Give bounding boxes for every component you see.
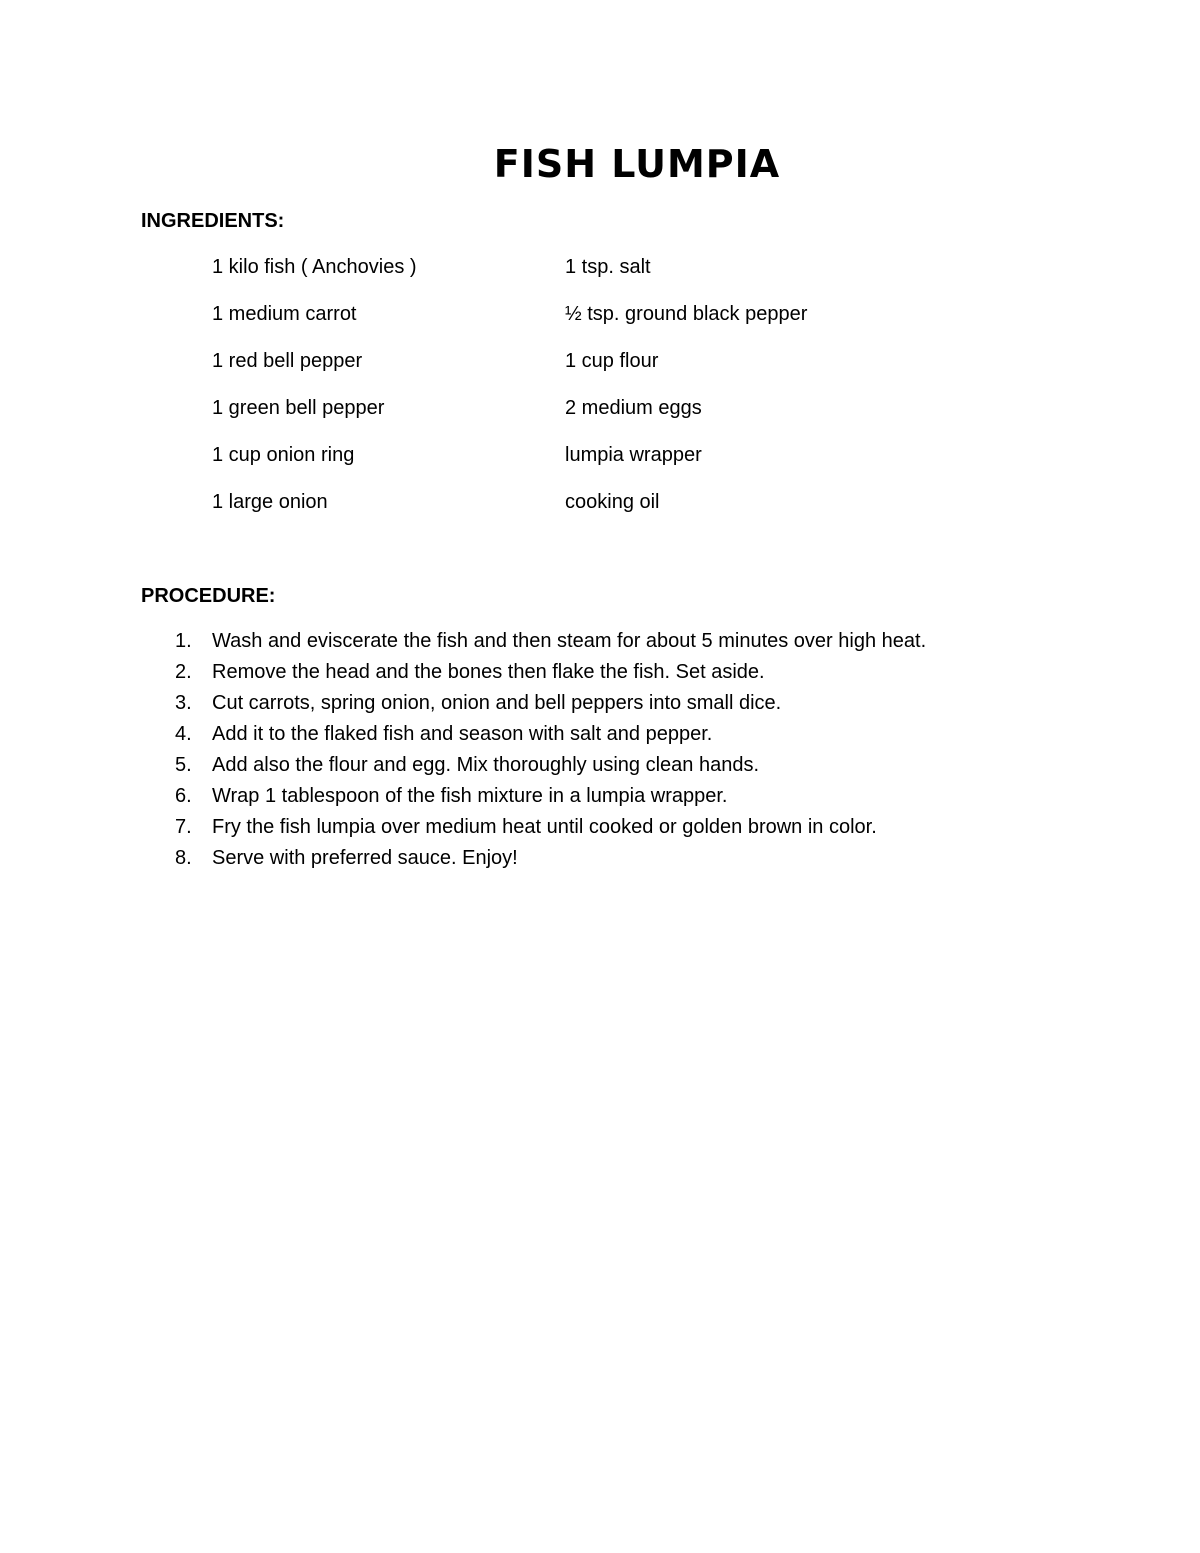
ingredients-heading: INGREDIENTS: xyxy=(141,210,285,232)
ingredient-item: 1 tsp. salt xyxy=(565,256,651,278)
ingredient-item: lumpia wrapper xyxy=(565,444,702,466)
ingredients-right-column xyxy=(565,255,807,537)
step-number: 1. xyxy=(175,630,192,652)
ingredient-item: 1 large onion xyxy=(212,491,328,513)
step-text: Add also the flour and egg. Mix thoroughly using clean hands. xyxy=(212,754,760,776)
step-text: Serve with preferred sauce. Enjoy! xyxy=(212,847,518,869)
ingredient-item: 1 green bell pepper xyxy=(212,397,385,419)
step-number: 2. xyxy=(175,661,192,683)
step-text: Remove the head and the bones then flake the fish. Set aside. xyxy=(212,661,765,683)
ingredient-item: cooking oil xyxy=(565,491,660,513)
procedure-heading: PROCEDURE: xyxy=(141,585,276,607)
ingredient-item: 1 medium carrot xyxy=(212,303,357,325)
ingredient-item: 1 cup flour xyxy=(565,350,659,372)
ingredient-item: ½ tsp. ground black pepper xyxy=(565,303,808,325)
ingredients-left-column xyxy=(212,255,417,537)
step-text: Cut carrots, spring onion, onion and bell peppers into small dice. xyxy=(212,692,782,714)
ingredient-item: 2 medium eggs xyxy=(565,397,702,419)
recipe-title: FISH LUMPIA xyxy=(493,142,781,186)
step-text: Wrap 1 tablespoon of the fish mixture in a lumpia wrapper. xyxy=(212,785,728,807)
ingredient-item: 1 cup onion ring xyxy=(212,444,355,466)
step-number: 5. xyxy=(175,754,192,776)
step-number: 4. xyxy=(175,723,192,745)
step-number: 7. xyxy=(175,816,192,838)
ingredient-item: 1 red bell pepper xyxy=(212,350,363,372)
ingredient-item: 1 kilo fish ( Anchovies ) xyxy=(212,256,417,278)
step-text: Wash and eviscerate the fish and then steam for about 5 minutes over high heat. xyxy=(212,630,927,652)
step-text: Add it to the flaked fish and season with salt and pepper. xyxy=(212,723,713,745)
step-number: 8. xyxy=(175,847,192,869)
step-text: Fry the fish lumpia over medium heat until cooked or golden brown in color. xyxy=(212,816,877,838)
step-number: 6. xyxy=(175,785,192,807)
step-number: 3. xyxy=(175,692,192,714)
